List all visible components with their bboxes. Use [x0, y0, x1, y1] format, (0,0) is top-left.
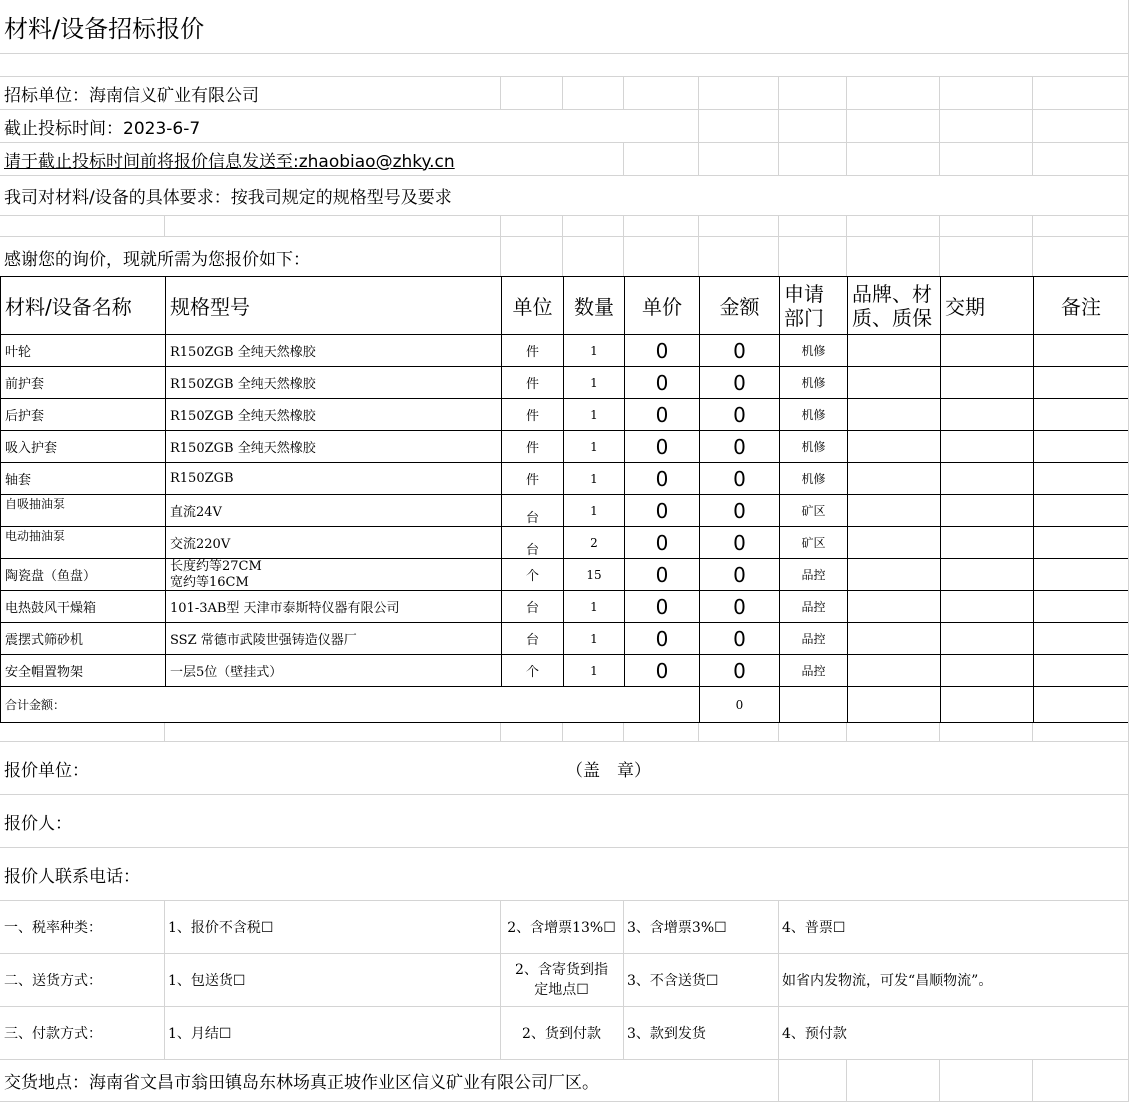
item-brand: [848, 623, 941, 654]
item-delivery: [941, 335, 1034, 366]
quote-unit-label: 报价单位：: [4, 760, 89, 781]
item-unit: 件: [502, 335, 564, 366]
item-dept: 机修: [780, 335, 848, 366]
item-amount: 0: [700, 463, 780, 494]
item-dept: 品控: [780, 591, 848, 622]
item-unit: 件: [502, 399, 564, 430]
item-remark: [1034, 335, 1129, 366]
item-price: 0: [625, 367, 700, 398]
item-unit: 台: [502, 495, 564, 526]
item-amount: 0: [700, 399, 780, 430]
item-qty: 1: [564, 623, 625, 654]
item-dept: 矿区: [780, 495, 848, 526]
item-price: 0: [625, 559, 700, 590]
table-row: [0, 495, 1129, 527]
item-name: 轴套: [1, 463, 166, 494]
header-remark: 备注: [1034, 277, 1129, 334]
item-delivery: [941, 623, 1034, 654]
item-price: 0: [625, 399, 700, 430]
send-row: [0, 143, 1129, 176]
header-spec: 规格型号: [166, 277, 502, 334]
item-qty: 1: [564, 655, 625, 686]
item-brand: [848, 431, 941, 462]
item-dept: 矿区: [780, 527, 848, 558]
item-delivery: [941, 367, 1034, 398]
table-row: [0, 335, 1129, 367]
header-brand-line1: 品牌、材: [852, 281, 932, 306]
thanks-row: [0, 237, 1129, 277]
table-row: [0, 399, 1129, 431]
table-row: [0, 559, 1129, 591]
item-unit: 件: [502, 431, 564, 462]
item-delivery: [941, 463, 1034, 494]
item-name: 电动抽油泵: [1, 527, 166, 558]
item-name: 吸入护套: [1, 431, 166, 462]
tax-option-1[interactable]: 1、报价不含税☐: [168, 920, 274, 936]
delivery-address: 交货地点：海南省文昌市翁田镇岛东林场真正坡作业区信义矿业有限公司厂区。: [0, 1060, 778, 1101]
header-dept: [780, 277, 848, 334]
item-brand: [848, 559, 941, 590]
item-amount: 0: [700, 527, 780, 558]
quoter-row: [0, 795, 1129, 848]
item-delivery: [941, 431, 1034, 462]
item-brand: [848, 655, 941, 686]
bidder-row: [0, 77, 1129, 110]
item-spec: SSZ 常德市武陵世强铸造仪器厂: [166, 623, 502, 654]
ship-row: [0, 954, 1129, 1007]
item-brand: [848, 591, 941, 622]
item-brand: [848, 495, 941, 526]
ship-label: 二、送货方式：: [4, 973, 102, 989]
item-amount: 0: [700, 495, 780, 526]
item-remark: [1034, 399, 1129, 430]
item-remark: [1034, 527, 1129, 558]
item-remark: [1034, 591, 1129, 622]
item-amount: 0: [700, 367, 780, 398]
item-name: 前护套: [1, 367, 166, 398]
table-header: [0, 276, 1129, 335]
item-name: 陶瓷盘（鱼盘）: [1, 559, 166, 590]
quote-unit-row: [0, 742, 1129, 795]
item-spec: 交流220V: [166, 527, 502, 558]
item-name: 叶轮: [1, 335, 166, 366]
item-unit: 台: [502, 591, 564, 622]
item-spec: R150ZGB: [166, 463, 502, 494]
item-delivery: [941, 495, 1034, 526]
total-row: [0, 686, 1129, 723]
item-brand: [848, 367, 941, 398]
deadline: 截止投标时间：2023-6-7: [4, 118, 201, 139]
item-price: 0: [625, 495, 700, 526]
item-remark: [1034, 623, 1129, 654]
table-row: [0, 527, 1129, 559]
item-unit: 个: [502, 655, 564, 686]
item-price: 0: [625, 463, 700, 494]
item-price: 0: [625, 527, 700, 558]
quoter-label: 报价人：: [4, 813, 72, 834]
item-amount: 0: [700, 591, 780, 622]
item-delivery: [941, 527, 1034, 558]
pay-label: 三、付款方式：: [4, 1026, 102, 1042]
item-amount: 0: [700, 623, 780, 654]
item-qty: 1: [564, 335, 625, 366]
item-dept: 机修: [780, 367, 848, 398]
item-remark: [1034, 495, 1129, 526]
phone-row: [0, 848, 1129, 901]
bidder-unit: 招标单位：海南信义矿业有限公司: [0, 77, 500, 109]
item-remark: [1034, 463, 1129, 494]
ship-note: 如省内发物流，可发“昌顺物流”。: [782, 973, 993, 989]
send-email-link[interactable]: 请于截止投标时间前将报价信息发送至:zhaobiao@zhky.cn: [4, 151, 455, 172]
item-brand: [848, 463, 941, 494]
item-dept: 机修: [780, 431, 848, 462]
deadline-row: [0, 110, 1129, 143]
item-spec: R150ZGB 全纯天然橡胶: [166, 367, 502, 398]
table-row: [0, 591, 1129, 623]
item-price: 0: [625, 591, 700, 622]
header-amount: 金额: [700, 277, 780, 334]
tax-option-2[interactable]: 2、含增票13%☐: [507, 920, 616, 936]
header-brand-line2: 质、质保: [852, 305, 932, 330]
header-dept-line2: 部门: [784, 305, 824, 330]
ship-option-2[interactable]: [500, 954, 623, 1006]
header-delivery: 交期: [941, 277, 1034, 334]
pay-row: [0, 1007, 1129, 1060]
item-name: 电热鼓风干燥箱: [1, 591, 166, 622]
item-dept: 品控: [780, 655, 848, 686]
item-remark: [1034, 655, 1129, 686]
item-qty: 2: [564, 527, 625, 558]
ship-option-2-line1: 2、含寄货到指: [515, 962, 608, 978]
page-title: 材料/设备招标报价: [4, 15, 205, 43]
item-amount: 0: [700, 431, 780, 462]
table-row: [0, 655, 1129, 687]
header-dept-line1: 申请: [784, 281, 824, 306]
item-dept: 机修: [780, 463, 848, 494]
thanks-text: 感谢您的询价，现就所需为您报价如下：: [0, 237, 500, 277]
total-value: 0: [700, 687, 780, 722]
item-spec: R150ZGB 全纯天然橡胶: [166, 335, 502, 366]
header-name: 材料/设备名称: [1, 277, 166, 334]
item-price: 0: [625, 655, 700, 686]
table-row: [0, 367, 1129, 399]
item-spec: [166, 559, 502, 590]
item-qty: 1: [564, 591, 625, 622]
pay-option-3[interactable]: 3、款到发货: [627, 1026, 706, 1042]
item-amount: 0: [700, 335, 780, 366]
tax-label: 一、税率种类：: [4, 920, 102, 936]
spacer-row: [0, 54, 1129, 77]
pay-option-1[interactable]: 1、月结☐: [168, 1026, 232, 1042]
item-qty: 1: [564, 431, 625, 462]
header-qty: 数量: [564, 277, 625, 334]
item-qty: 1: [564, 367, 625, 398]
item-qty: 1: [564, 463, 625, 494]
item-qty: 15: [564, 559, 625, 590]
pay-option-2[interactable]: 2、货到付款: [522, 1026, 601, 1042]
item-delivery: [941, 655, 1034, 686]
item-unit: 件: [502, 367, 564, 398]
item-spec-line1: 长度约等27CM: [170, 559, 262, 574]
item-qty: 1: [564, 495, 625, 526]
item-delivery: [941, 559, 1034, 590]
item-dept: 机修: [780, 399, 848, 430]
item-remark: [1034, 559, 1129, 590]
seal-text: （盖 章）: [566, 760, 651, 781]
title-row: [0, 0, 1129, 54]
item-remark: [1034, 367, 1129, 398]
item-spec: R150ZGB 全纯天然橡胶: [166, 399, 502, 430]
requirement-row: [0, 176, 1129, 216]
item-dept: 品控: [780, 559, 848, 590]
item-spec: 101-3AB型 天津市泰斯特仪器有限公司: [166, 591, 502, 622]
item-delivery: [941, 591, 1034, 622]
pay-option-4[interactable]: 4、预付款: [782, 1026, 847, 1042]
tax-row: [0, 901, 1129, 954]
spacer-row-2: [0, 216, 1129, 237]
item-remark: [1034, 431, 1129, 462]
item-delivery: [941, 399, 1034, 430]
address-row: [0, 1060, 1129, 1102]
item-unit: 台: [502, 527, 564, 558]
ship-option-3[interactable]: 3、不含送货☐: [627, 973, 719, 989]
item-spec-line2: 宽约等16CM: [170, 575, 249, 590]
item-brand: [848, 527, 941, 558]
item-dept: 品控: [780, 623, 848, 654]
item-brand: [848, 335, 941, 366]
table-row: [0, 431, 1129, 463]
item-name: 自吸抽油泵: [1, 495, 166, 526]
tax-option-4[interactable]: 4、普票☐: [782, 920, 846, 936]
item-spec: 直流24V: [166, 495, 502, 526]
item-name: 震摆式筛砂机: [1, 623, 166, 654]
header-price: 单价: [625, 277, 700, 334]
item-price: 0: [625, 431, 700, 462]
tax-option-3[interactable]: 3、含增票3%☐: [627, 920, 727, 936]
item-brand: [848, 399, 941, 430]
item-amount: 0: [700, 559, 780, 590]
item-amount: 0: [700, 655, 780, 686]
item-price: 0: [625, 623, 700, 654]
header-brand: [848, 277, 941, 334]
item-name: 后护套: [1, 399, 166, 430]
item-unit: 件: [502, 463, 564, 494]
spacer-row-3: [0, 723, 1129, 742]
header-unit: 单位: [502, 277, 564, 334]
item-unit: 个: [502, 559, 564, 590]
item-unit: 台: [502, 623, 564, 654]
table-row: [0, 623, 1129, 655]
item-spec: 一层5位（壁挂式）: [166, 655, 502, 686]
item-qty: 1: [564, 399, 625, 430]
item-spec: R150ZGB 全纯天然橡胶: [166, 431, 502, 462]
ship-option-1[interactable]: 1、包送货☐: [168, 973, 246, 989]
table-row: [0, 463, 1129, 495]
phone-label: 报价人联系电话：: [4, 866, 140, 887]
requirement-text: 我司对材料/设备的具体要求：按我司规定的规格型号及要求: [4, 188, 452, 208]
ship-option-2-line2: 定地点☐: [534, 982, 589, 998]
item-name: 安全帽置物架: [1, 655, 166, 686]
total-label: 合计金额：: [1, 687, 700, 722]
item-price: 0: [625, 335, 700, 366]
